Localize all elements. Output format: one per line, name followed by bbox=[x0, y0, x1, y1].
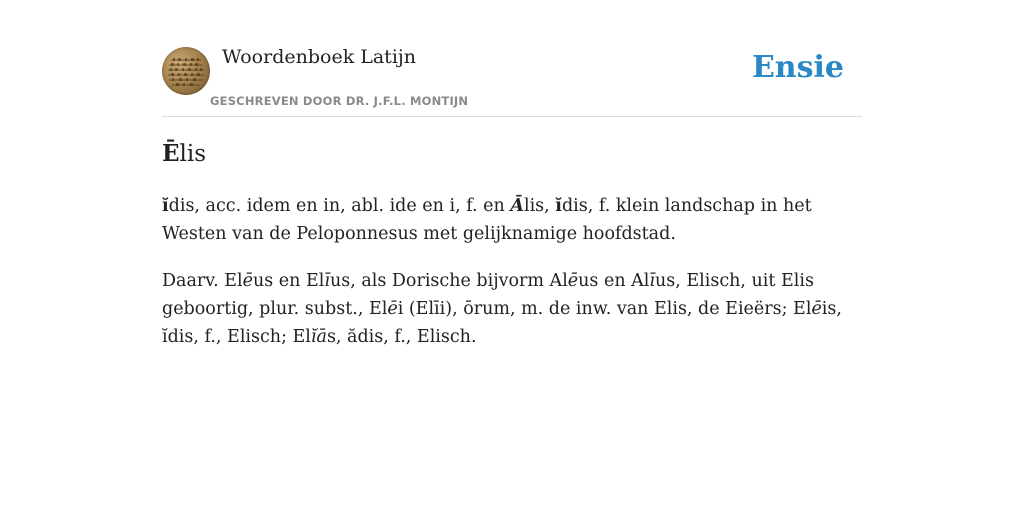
text-segment: is, ĭdis, f., Elisch; El bbox=[162, 299, 842, 347]
text-segment: Daarv. El bbox=[162, 271, 243, 291]
text-segment: s, ădis, f., Elisch. bbox=[326, 327, 477, 347]
text-segment: ē bbox=[242, 271, 253, 291]
site-header bbox=[162, 40, 862, 117]
dictionary-logo-icon[interactable] bbox=[162, 47, 210, 95]
text-segment: us en Al bbox=[578, 271, 650, 291]
text-segment: lis, bbox=[523, 196, 556, 216]
text-segment: us en El bbox=[252, 271, 325, 291]
text-segment: ĭ bbox=[555, 196, 562, 216]
text-segment: Ā bbox=[510, 196, 524, 216]
text-segment: ĭā bbox=[310, 327, 327, 347]
headword-initial: Ē bbox=[162, 140, 180, 167]
text-segment: ĭ bbox=[162, 196, 169, 216]
entry-definition-paragraph bbox=[162, 192, 862, 248]
dictionary-title[interactable]: Woordenboek Latijn bbox=[222, 46, 417, 68]
entry-content bbox=[162, 136, 862, 351]
text-segment: us, Elisch, uit Elis geboortig, plur. subst., El bbox=[162, 271, 814, 319]
text-segment: ī bbox=[324, 271, 330, 291]
text-segment: us, als Dorische bijvorm Al bbox=[329, 271, 568, 291]
ensie-brand-logo[interactable]: Ensie bbox=[751, 50, 844, 85]
text-segment: ī bbox=[649, 271, 656, 291]
text-segment: dis, f. klein landschap in het Westen van de Peloponnesus met gelijknamige hoofdstad. bbox=[162, 196, 812, 244]
text-segment: ē bbox=[567, 271, 579, 291]
entry-headword bbox=[162, 136, 862, 172]
text-segment: ē bbox=[387, 299, 398, 319]
entry-derivatives-paragraph bbox=[162, 267, 862, 351]
headword-rest: lis bbox=[179, 141, 207, 167]
text-segment: i (Elīi), ōrum, m. de inw. van Elis, de Eieërs; El bbox=[397, 299, 812, 319]
text-segment: ē bbox=[811, 299, 822, 319]
author-byline: GESCHREVEN DOOR DR. J.F.L. MONTIJN bbox=[210, 94, 469, 108]
text-segment: dis, acc. idem en in, abl. ide en i, f. en bbox=[168, 196, 511, 216]
